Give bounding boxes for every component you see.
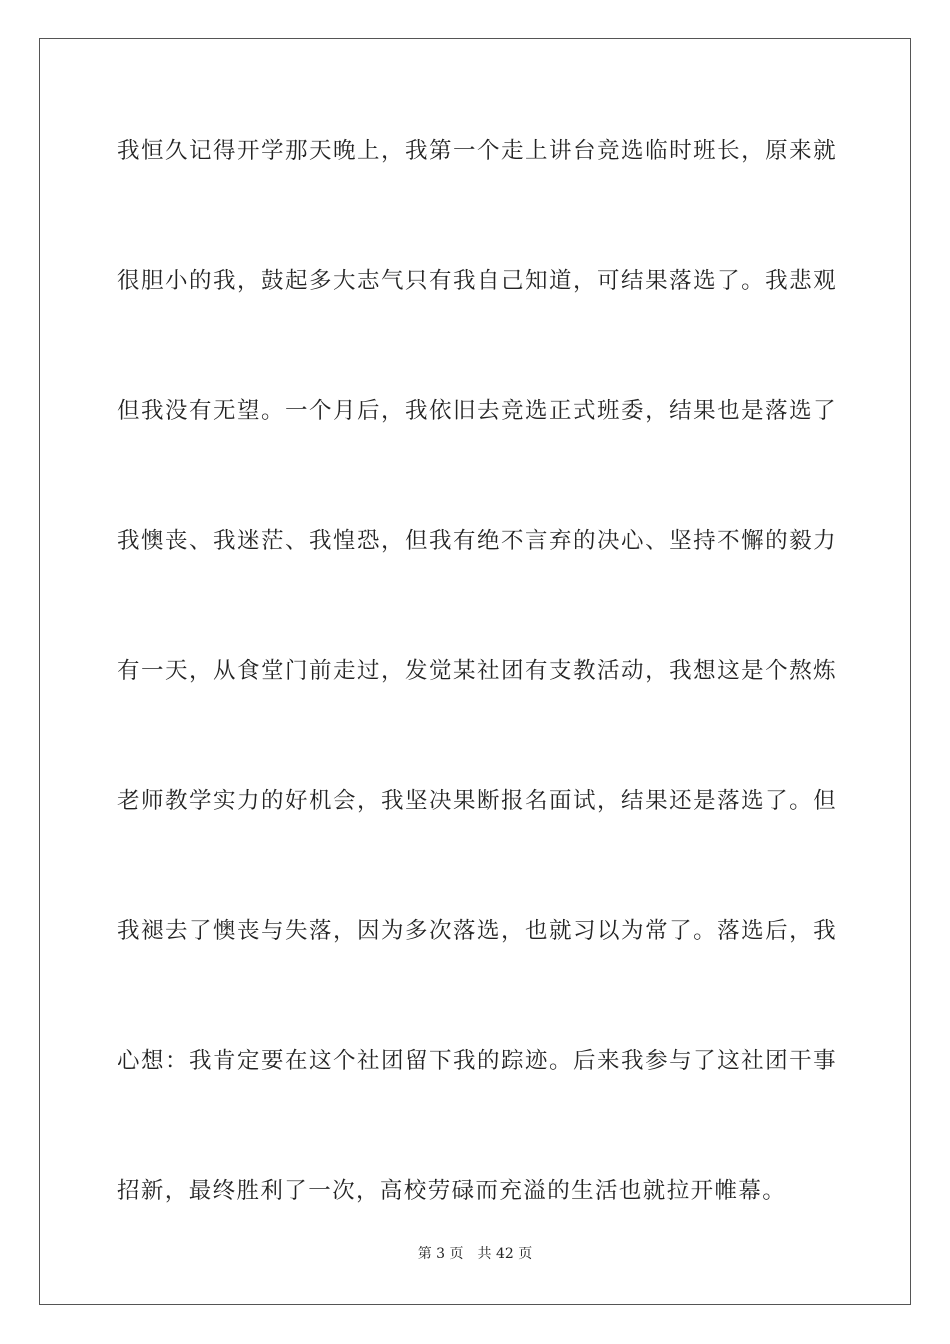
text-line-5: 有一天，从食堂门前走过，发觉某社团有支教活动，我想这是个熬炼	[117, 658, 837, 684]
text-line-3: 但我没有无望。一个月后，我依旧去竞选正式班委，结果也是落选了	[117, 398, 837, 424]
page-number: 第 3 页	[417, 1246, 464, 1262]
text-line-6: 老师教学实力的好机会，我坚决果断报名面试，结果还是落选了。但	[117, 788, 837, 814]
page-footer	[0, 1244, 950, 1264]
text-line-4: 我懊丧、我迷茫、我惶恐，但我有绝不言弃的决心、坚持不懈的毅力	[117, 528, 837, 554]
text-line-9: 招新，最终胜利了一次，高校劳碌而充溢的生活也就拉开帷幕。	[117, 1178, 787, 1204]
text-line-7: 我褪去了懊丧与失落，因为多次落选，也就习以为常了。落选后，我	[117, 918, 837, 944]
text-line-8: 心想：我肯定要在这个社团留下我的踪迹。后来我参与了这社团干事	[117, 1048, 837, 1074]
text-line-1: 我恒久记得开学那天晚上，我第一个走上讲台竞选临时班长，原来就	[117, 138, 837, 164]
document-body	[117, 125, 837, 1295]
text-line-2: 很胆小的我，鼓起多大志气只有我自己知道，可结果落选了。我悲观	[117, 268, 837, 294]
page-total: 共 42 页	[477, 1246, 533, 1262]
